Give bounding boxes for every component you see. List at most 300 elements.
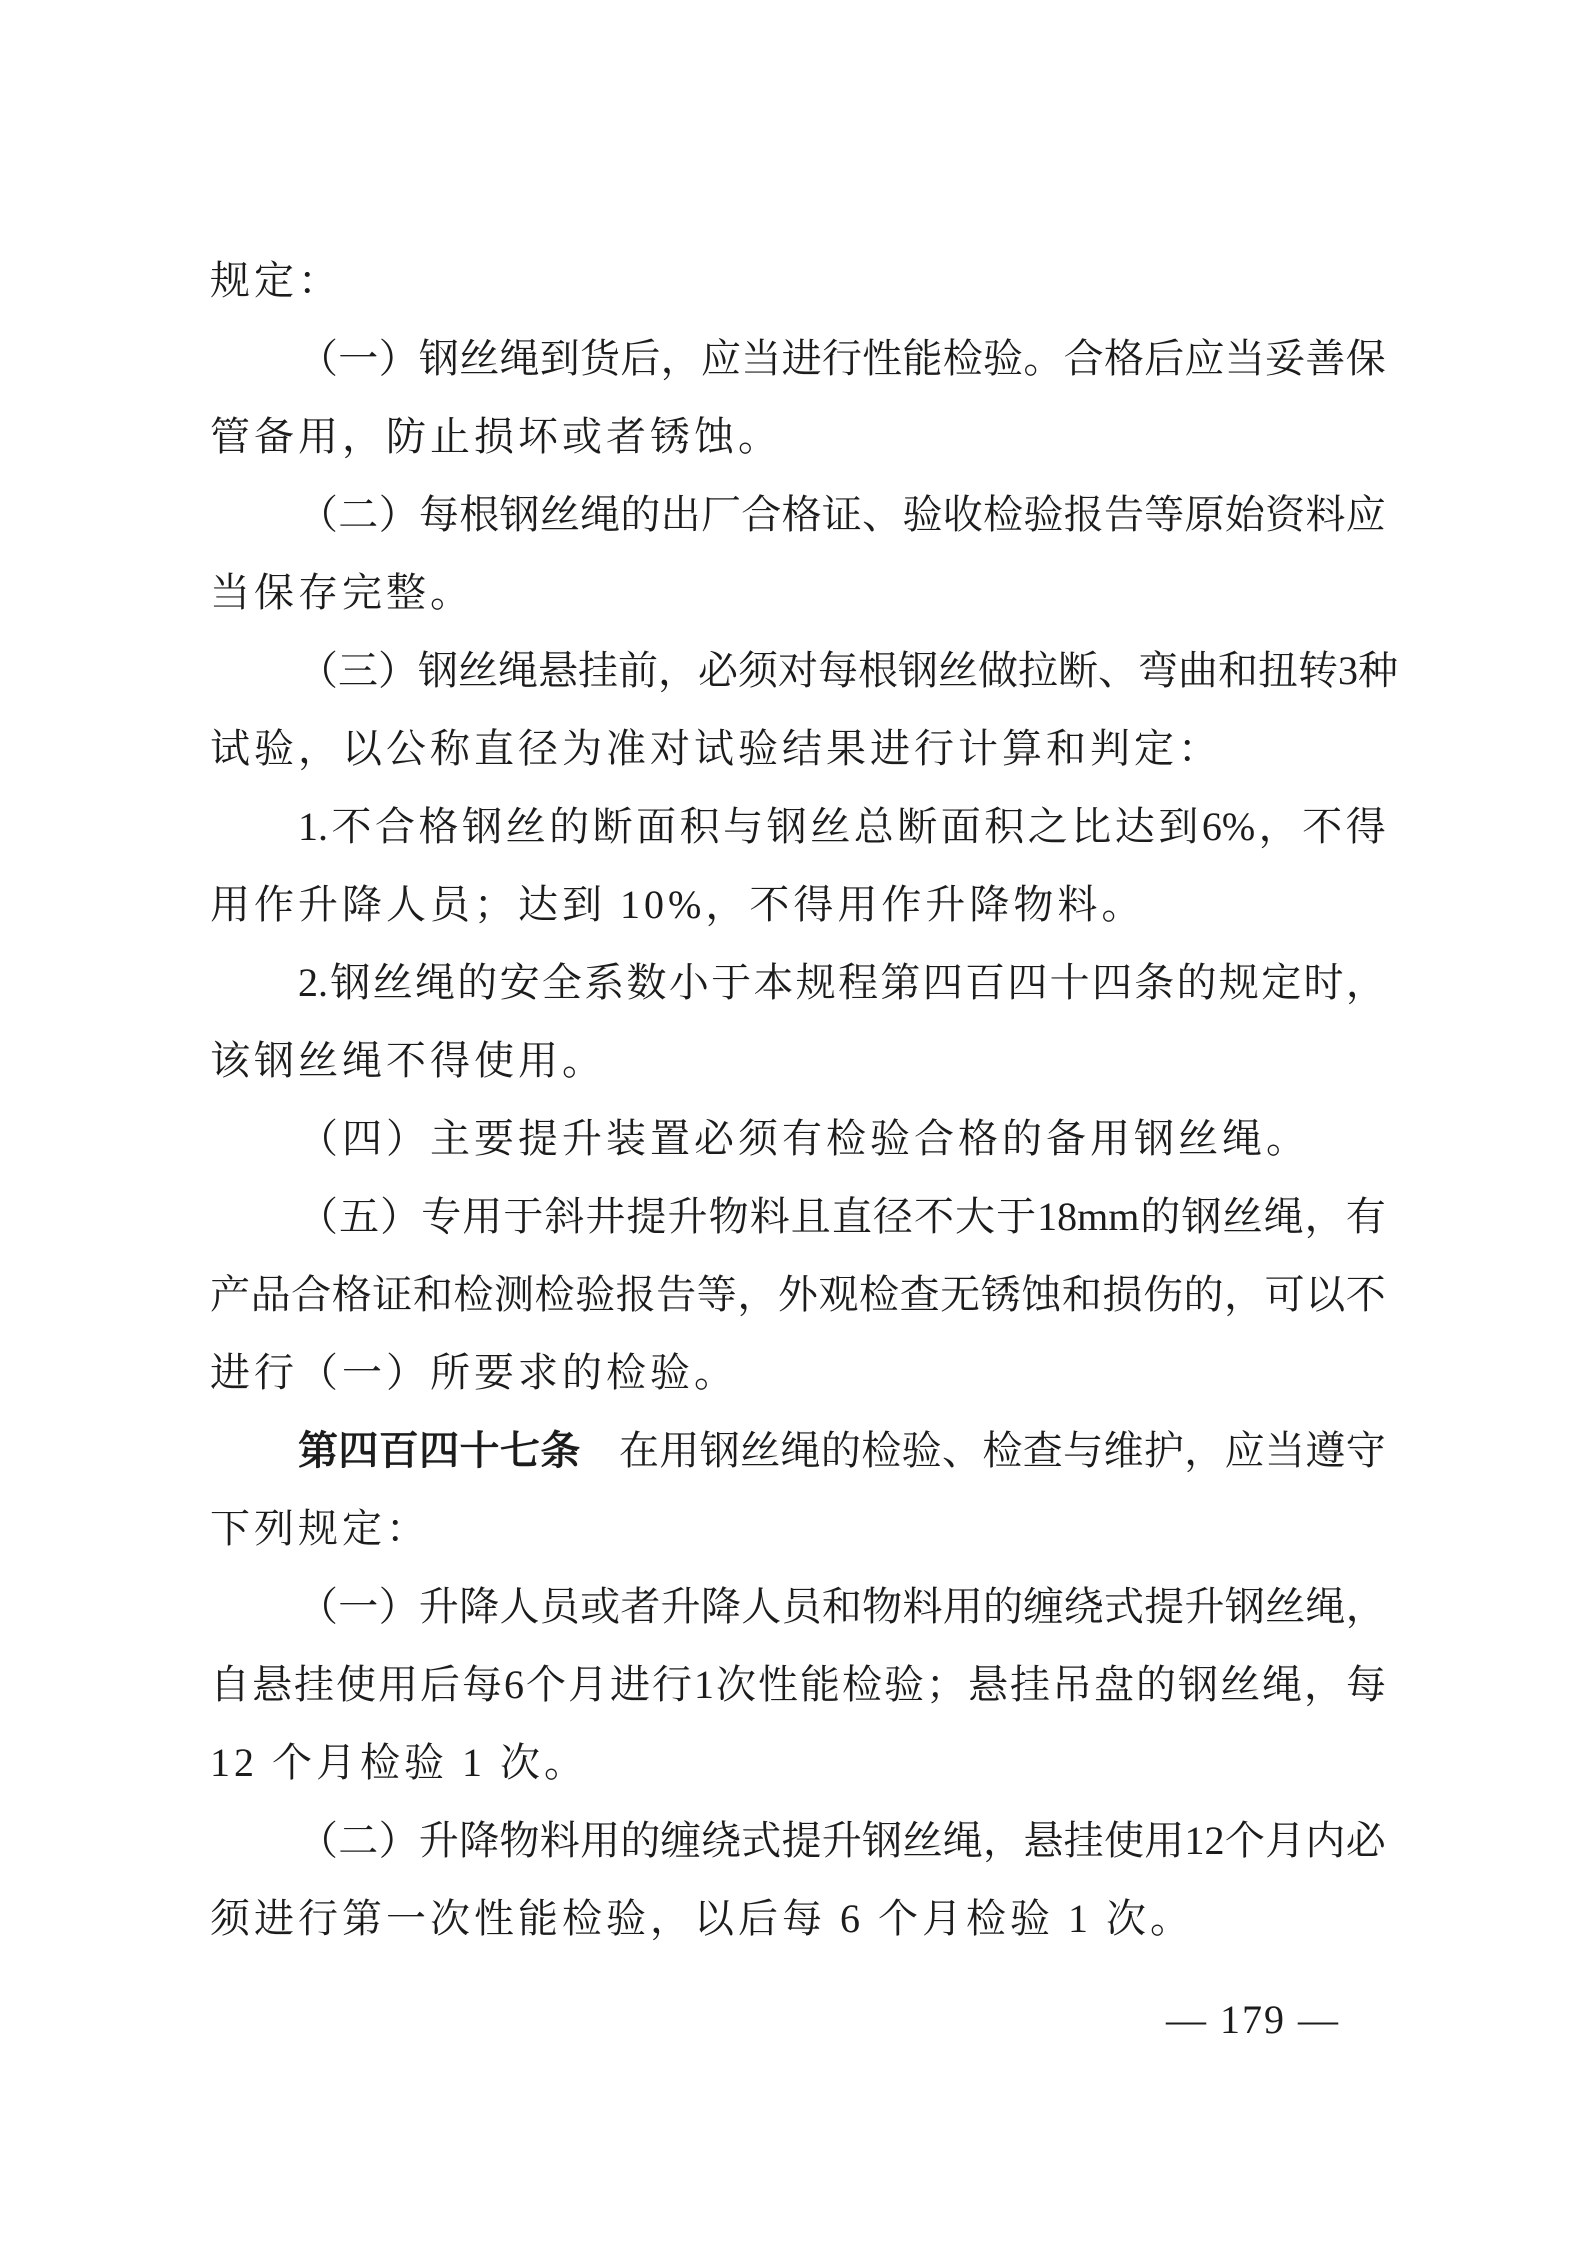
text-unit: 丝 <box>458 648 498 693</box>
text-line <box>210 1880 1386 1958</box>
text-unit: 降 <box>459 1584 500 1629</box>
text-line <box>210 944 1386 1022</box>
text-unit: 性 <box>758 1662 798 1707</box>
text-unit: 升 <box>660 1584 701 1629</box>
text-unit: 检 <box>859 1272 899 1317</box>
text-unit: 可 <box>1264 1272 1305 1317</box>
text-unit: 挂 <box>1010 1662 1050 1707</box>
text-unit: 月 <box>568 1662 608 1707</box>
text-unit: 达 <box>1114 804 1155 849</box>
text-unit: 吊 <box>1052 1662 1092 1707</box>
text-unit: ； <box>926 1662 966 1707</box>
text-unit: 能 <box>800 1662 840 1707</box>
text-unit: 合 <box>291 1272 332 1317</box>
text-unit: 损 <box>1102 1272 1143 1317</box>
text-line <box>210 866 1386 944</box>
text-unit: 时 <box>1303 960 1344 1005</box>
text-unit: 钢 <box>499 492 540 537</box>
text-unit: 五 <box>339 1194 380 1239</box>
text-unit: 于 <box>711 960 752 1005</box>
text-unit: 做 <box>978 648 1018 693</box>
text-unit: 检 <box>453 1272 494 1317</box>
text-line <box>210 788 1386 866</box>
text-unit: 守 <box>1345 1428 1386 1473</box>
text-unit: 必 <box>698 648 738 693</box>
text-unit: 不 <box>331 804 372 849</box>
text-unit: 斜 <box>544 1194 585 1239</box>
text-line <box>210 1646 1386 1724</box>
text-unit: 。 <box>1023 336 1064 381</box>
text-unit: 盘 <box>1094 1662 1134 1707</box>
text-unit: 和 <box>821 1584 862 1629</box>
text-unit: 四 <box>1091 960 1132 1005</box>
text-unit: 绳 <box>580 492 621 537</box>
text-unit: 十 <box>1049 960 1090 1005</box>
text-line <box>210 1724 1386 1802</box>
text-unit: 丝 <box>1220 1662 1260 1707</box>
text-unit: 提 <box>1144 1584 1185 1629</box>
text-unit: 绳 <box>1305 1584 1346 1629</box>
text-unit: 物 <box>499 1818 540 1863</box>
text-unit: 的 <box>1140 1194 1181 1239</box>
text-unit: 升 <box>418 1818 459 1863</box>
text-unit: ， <box>1224 1272 1265 1317</box>
text-unit: 1 <box>694 1662 714 1707</box>
text-line <box>210 1802 1386 1880</box>
text-unit: 蚀 <box>1021 1272 1062 1317</box>
text-unit: 和 <box>412 1272 453 1317</box>
text-unit: 与 <box>723 804 764 849</box>
text-unit: 的 <box>983 1584 1024 1629</box>
text-unit: 积 <box>679 804 720 849</box>
text-unit: ） <box>378 336 419 381</box>
text-unit: 料 <box>539 1818 580 1863</box>
text-unit: 查 <box>1022 1428 1063 1473</box>
text-unit: 丝 <box>938 648 978 693</box>
text-unit: 测 <box>493 1272 534 1317</box>
text-unit: 本 <box>753 960 794 1005</box>
text-unit: 每 <box>418 492 459 537</box>
text-unit: 当 <box>1265 1428 1305 1473</box>
text-unit: 验 <box>901 1428 942 1473</box>
text-unit: 不 <box>913 1194 954 1239</box>
text-unit: 提 <box>626 1194 667 1239</box>
text-unit: ） <box>380 1194 421 1239</box>
text-unit: 丝 <box>372 960 413 1005</box>
text-line <box>210 1100 1386 1178</box>
text-unit: 证 <box>821 492 862 537</box>
text-unit: ， <box>737 1272 778 1317</box>
text-unit: 验 <box>575 1272 616 1317</box>
text-unit: 或 <box>580 1584 621 1629</box>
text-unit: 缠 <box>660 1818 701 1863</box>
text-unit: 断 <box>1058 648 1098 693</box>
text-unit: 得 <box>1345 804 1386 849</box>
page-number: — 179 — <box>1166 1997 1340 2042</box>
text-unit: （ <box>298 648 338 693</box>
text-unit: 始 <box>1224 492 1265 537</box>
text-unit: 须 <box>738 648 778 693</box>
text-line <box>210 1022 1386 1100</box>
text-unit: 证 <box>372 1272 413 1317</box>
text-line <box>210 1490 1386 1568</box>
text-unit: 和 <box>1061 1272 1102 1317</box>
text-unit: 格 <box>1103 336 1144 381</box>
text-unit: 第 <box>298 1429 338 1473</box>
text-unit: 以 <box>1305 1272 1346 1317</box>
text-unit: 弯 <box>1138 648 1178 693</box>
text-unit: 丝 <box>810 804 851 849</box>
text-unit: 检 <box>942 336 983 381</box>
text-unit: 百 <box>965 960 1005 1005</box>
text-line <box>210 320 1386 398</box>
text-unit: 于 <box>996 1194 1037 1239</box>
text-line <box>210 554 1386 632</box>
text-unit: 小 <box>668 960 709 1005</box>
text-unit: 每 <box>818 648 858 693</box>
text-unit: 升 <box>667 1194 708 1239</box>
text-unit: 条 <box>1134 960 1175 1005</box>
text-unit: 十 <box>459 1429 500 1473</box>
text-unit: 数 <box>626 960 667 1005</box>
text-unit: 格 <box>418 804 459 849</box>
text-unit: 四 <box>419 1429 460 1473</box>
text-unit: 后 <box>420 1662 460 1707</box>
text-unit: 二 <box>338 492 379 537</box>
text-unit: 格 <box>781 492 822 537</box>
text-unit: 的 <box>549 804 590 849</box>
text-unit: 式 <box>1103 1584 1144 1629</box>
text-unit: 月 <box>1265 1818 1306 1863</box>
text-unit: 转 <box>1298 648 1338 693</box>
text-unit: 挂 <box>294 1662 334 1707</box>
text-unit: 悬 <box>538 648 578 693</box>
text-unit: 条 <box>540 1429 581 1473</box>
text-unit: 直 <box>831 1194 872 1239</box>
text-unit: 断 <box>897 804 938 849</box>
text-unit: 3 <box>1338 648 1358 693</box>
text-unit: 后 <box>1144 336 1185 381</box>
text-unit: 的 <box>820 1428 861 1473</box>
text-unit: （ <box>298 1194 338 1239</box>
text-unit: 人 <box>741 1584 782 1629</box>
text-unit: 定 <box>1261 960 1302 1005</box>
text-unit: 二 <box>338 1818 379 1863</box>
text-unit: （ <box>298 492 338 537</box>
text-unit: 检 <box>983 492 1024 537</box>
text-unit: 维 <box>1103 1428 1144 1473</box>
text-unit: ， <box>983 1818 1024 1863</box>
text-unit: ， <box>1304 1662 1344 1707</box>
text-unit: 程 <box>838 960 879 1005</box>
text-unit: 品 <box>250 1272 291 1317</box>
text-unit: 物 <box>862 1584 903 1629</box>
text-unit: ， <box>1345 960 1386 1005</box>
text-unit: 缠 <box>1023 1584 1064 1629</box>
text-run: 用作升降人员；达到 10%，不得用作升降物料。 <box>210 882 1146 927</box>
text-unit: 绳 <box>498 648 538 693</box>
text-run: 当保存完整。 <box>210 570 474 615</box>
text-unit: 出 <box>660 492 701 537</box>
text-unit: 第 <box>880 960 921 1005</box>
text-unit: 应 <box>700 336 741 381</box>
text-unit: 面 <box>940 804 981 849</box>
text-unit: ） <box>378 1584 419 1629</box>
text-unit: 绳 <box>414 960 455 1005</box>
text-unit: （ <box>298 336 338 381</box>
text-unit: 应 <box>1184 336 1225 381</box>
text-unit: 钢 <box>699 1428 740 1473</box>
text-unit: 资 <box>1265 492 1306 537</box>
text-unit: 三 <box>338 648 378 693</box>
text-unit: 面 <box>636 804 677 849</box>
text-unit: 次 <box>716 1662 756 1707</box>
text-unit: 不 <box>1345 1272 1386 1317</box>
text-unit: 伤 <box>1142 1272 1183 1317</box>
text-unit: 个 <box>1224 1818 1265 1863</box>
text-unit: 断 <box>592 804 633 849</box>
text-line <box>210 476 1386 554</box>
text-unit: 进 <box>610 1662 650 1707</box>
text-unit: 员 <box>539 1584 580 1629</box>
text-unit: 规 <box>795 960 836 1005</box>
text-unit: 验 <box>1023 492 1064 537</box>
text-unit: 四 <box>338 1429 379 1473</box>
text-unit: 的 <box>1183 1272 1224 1317</box>
text-unit: 挂 <box>578 648 618 693</box>
text-unit: 大 <box>955 1194 995 1239</box>
text-unit: 式 <box>741 1818 782 1863</box>
text-unit: 产 <box>210 1272 250 1317</box>
text-unit: 行 <box>821 336 862 381</box>
text-unit: 之 <box>1027 804 1068 849</box>
text-unit: 积 <box>984 804 1025 849</box>
text-run: 12 个月检验 1 次。 <box>210 1740 588 1785</box>
text-unit: ） <box>378 1818 419 1863</box>
text-unit: ） <box>378 492 419 537</box>
text-unit: 绕 <box>700 1818 741 1863</box>
text-unit: 于 <box>503 1194 544 1239</box>
text-unit: 升 <box>1184 1584 1225 1629</box>
text-unit: 丝 <box>459 336 500 381</box>
text-unit: 用 <box>942 1584 983 1629</box>
text-line <box>210 1568 1386 1646</box>
text-unit: 报 <box>615 1272 656 1317</box>
text-unit: 应 <box>1345 492 1386 537</box>
text-unit: 外 <box>777 1272 818 1317</box>
text-unit: 用 <box>462 1194 503 1239</box>
text-unit: 等 <box>696 1272 737 1317</box>
text-unit: 与 <box>1063 1428 1104 1473</box>
text-unit: 钢 <box>1178 1662 1218 1707</box>
text-line <box>210 242 1386 320</box>
text-unit: 应 <box>1224 1428 1265 1473</box>
text-run: 管备用，防止损坏或者锈蚀。 <box>210 414 782 459</box>
text-unit: 告 <box>656 1272 697 1317</box>
text-unit: 丝 <box>1222 1194 1263 1239</box>
text-unit: 合 <box>1063 336 1104 381</box>
body-text-block <box>210 242 1398 1958</box>
text-line <box>210 398 1386 476</box>
text-unit: ） <box>378 648 418 693</box>
text-unit: 使 <box>1103 1818 1144 1863</box>
text-unit: 钢 <box>766 804 807 849</box>
text-unit: 合 <box>375 804 416 849</box>
text-unit: 绳 <box>780 1428 821 1473</box>
text-unit: 丝 <box>539 492 580 537</box>
text-unit: 挂 <box>1063 1818 1104 1863</box>
text-line <box>210 1178 1386 1256</box>
text-unit: （ <box>298 1584 338 1629</box>
text-unit: 钢 <box>898 648 938 693</box>
text-unit: 比 <box>1071 804 1112 849</box>
text-unit: ， <box>1304 1194 1345 1239</box>
text-unit: 丝 <box>505 804 546 849</box>
text-unit: 查 <box>899 1272 940 1317</box>
text-unit: 升 <box>821 1818 862 1863</box>
text-unit: 检 <box>842 1662 882 1707</box>
text-unit: 验 <box>983 336 1024 381</box>
text-unit: 根 <box>858 648 898 693</box>
text-unit: 用 <box>580 1818 621 1863</box>
text-unit: 原 <box>1184 492 1225 537</box>
text-unit: 绳 <box>1263 1194 1304 1239</box>
text-unit: 当 <box>741 336 782 381</box>
text-unit: 者 <box>620 1584 661 1629</box>
text-unit: 、 <box>1098 648 1138 693</box>
text-unit: 内 <box>1305 1818 1346 1863</box>
text-unit: 前 <box>618 648 658 693</box>
text-unit: ， <box>1258 804 1299 849</box>
text-unit: 行 <box>652 1662 692 1707</box>
text-run: 进行（一）所要求的检验。 <box>210 1350 738 1395</box>
text-unit: 七 <box>499 1429 540 1473</box>
text-unit: 钢 <box>330 960 371 1005</box>
text-unit: 料 <box>902 1584 943 1629</box>
text-run: 规定： <box>210 258 342 303</box>
text-unit: 提 <box>781 1818 822 1863</box>
text-unit: 锈 <box>980 1272 1021 1317</box>
text-unit: 善 <box>1305 336 1346 381</box>
text-line <box>210 1256 1386 1334</box>
text-unit: 一 <box>338 1584 379 1629</box>
text-unit: 后 <box>620 336 661 381</box>
text-unit: 能 <box>902 336 943 381</box>
text-line <box>210 632 1398 710</box>
text-unit: 井 <box>585 1194 626 1239</box>
text-unit: 规 <box>1218 960 1259 1005</box>
text-run: 试验，以公称直径为准对试验结果进行计算和判定： <box>210 726 1222 771</box>
text-unit: 观 <box>818 1272 859 1317</box>
text-unit: 用 <box>378 1662 418 1707</box>
text-unit: 对 <box>778 648 818 693</box>
text-unit: 的 <box>1176 960 1217 1005</box>
text-unit: 检 <box>534 1272 575 1317</box>
text-unit: 报 <box>1063 492 1104 537</box>
text-unit: 丝 <box>740 1428 781 1473</box>
text-unit: 和 <box>1218 648 1258 693</box>
text-unit: 、 <box>942 1428 982 1473</box>
text-unit: 进 <box>781 336 822 381</box>
text-unit: 自 <box>210 1662 250 1707</box>
text-unit: 不 <box>1302 804 1343 849</box>
text-unit: 货 <box>580 336 621 381</box>
text-unit: 在 <box>619 1428 659 1473</box>
text-unit: 告 <box>1103 492 1144 537</box>
text-line <box>210 710 1386 788</box>
text-unit: 钢 <box>1181 1194 1222 1239</box>
text-unit: 员 <box>781 1584 822 1629</box>
text-unit: 遵 <box>1305 1428 1346 1473</box>
text-unit: ， <box>1345 1584 1386 1629</box>
text-unit: 检 <box>982 1428 1023 1473</box>
text-unit: ， <box>1184 1428 1225 1473</box>
text-unit: 护 <box>1143 1428 1184 1473</box>
text-unit: 的 <box>620 1818 661 1863</box>
text-unit: 拉 <box>1018 648 1058 693</box>
text-unit: 降 <box>459 1818 500 1863</box>
text-unit: 等 <box>1144 492 1185 537</box>
text-line <box>210 1412 1386 1490</box>
text-unit: 12 <box>1184 1818 1225 1863</box>
text-unit: 绕 <box>1063 1584 1104 1629</box>
text-run: 须进行第一次性能检验，以后每 6 个月检验 1 次。 <box>210 1896 1194 1941</box>
text-unit: 钢 <box>1224 1584 1265 1629</box>
text-unit: 绳 <box>942 1818 983 1863</box>
text-unit: 使 <box>336 1662 376 1707</box>
text-unit: 升 <box>418 1584 459 1629</box>
text-unit: 物 <box>708 1194 749 1239</box>
text-unit: 的 <box>1136 1662 1176 1707</box>
text-unit: 性 <box>862 336 903 381</box>
text-unit: 悬 <box>252 1662 292 1707</box>
text-unit: 总 <box>853 804 894 849</box>
text-unit: 悬 <box>968 1662 1008 1707</box>
text-unit: 、 <box>862 492 903 537</box>
text-unit: 钢 <box>462 804 503 849</box>
text-unit: 绳 <box>499 336 540 381</box>
text-unit: 格 <box>331 1272 372 1317</box>
text-unit: 悬 <box>1023 1818 1064 1863</box>
text-unit: 四 <box>922 960 963 1005</box>
text-unit: （ <box>298 1818 338 1863</box>
text-unit: 系 <box>584 960 625 1005</box>
text-unit: 验 <box>884 1662 924 1707</box>
text-unit: 根 <box>459 492 500 537</box>
text-unit: 钢 <box>418 336 459 381</box>
text-unit: ， <box>660 336 701 381</box>
text-unit: 无 <box>940 1272 981 1317</box>
text-unit: 每 <box>462 1662 502 1707</box>
text-unit: 1. <box>298 804 328 849</box>
text-unit: 绳 <box>1262 1662 1302 1707</box>
text-unit: 百 <box>378 1429 419 1473</box>
text-unit: 检 <box>861 1428 902 1473</box>
text-unit: 人 <box>499 1584 540 1629</box>
text-unit: 有 <box>1345 1194 1386 1239</box>
text-unit: 降 <box>700 1584 741 1629</box>
text-unit: 妥 <box>1265 336 1306 381</box>
text-unit: 四 <box>1007 960 1048 1005</box>
text-unit: 专 <box>421 1194 462 1239</box>
text-unit: 丝 <box>902 1818 943 1863</box>
text-unit: 当 <box>1224 336 1265 381</box>
text-unit: 2. <box>298 960 328 1005</box>
text-run: 该钢丝绳不得使用。 <box>210 1038 606 1083</box>
text-unit: 到 <box>1158 804 1199 849</box>
text-unit: 钢 <box>862 1818 903 1863</box>
text-unit: 种 <box>1358 648 1398 693</box>
